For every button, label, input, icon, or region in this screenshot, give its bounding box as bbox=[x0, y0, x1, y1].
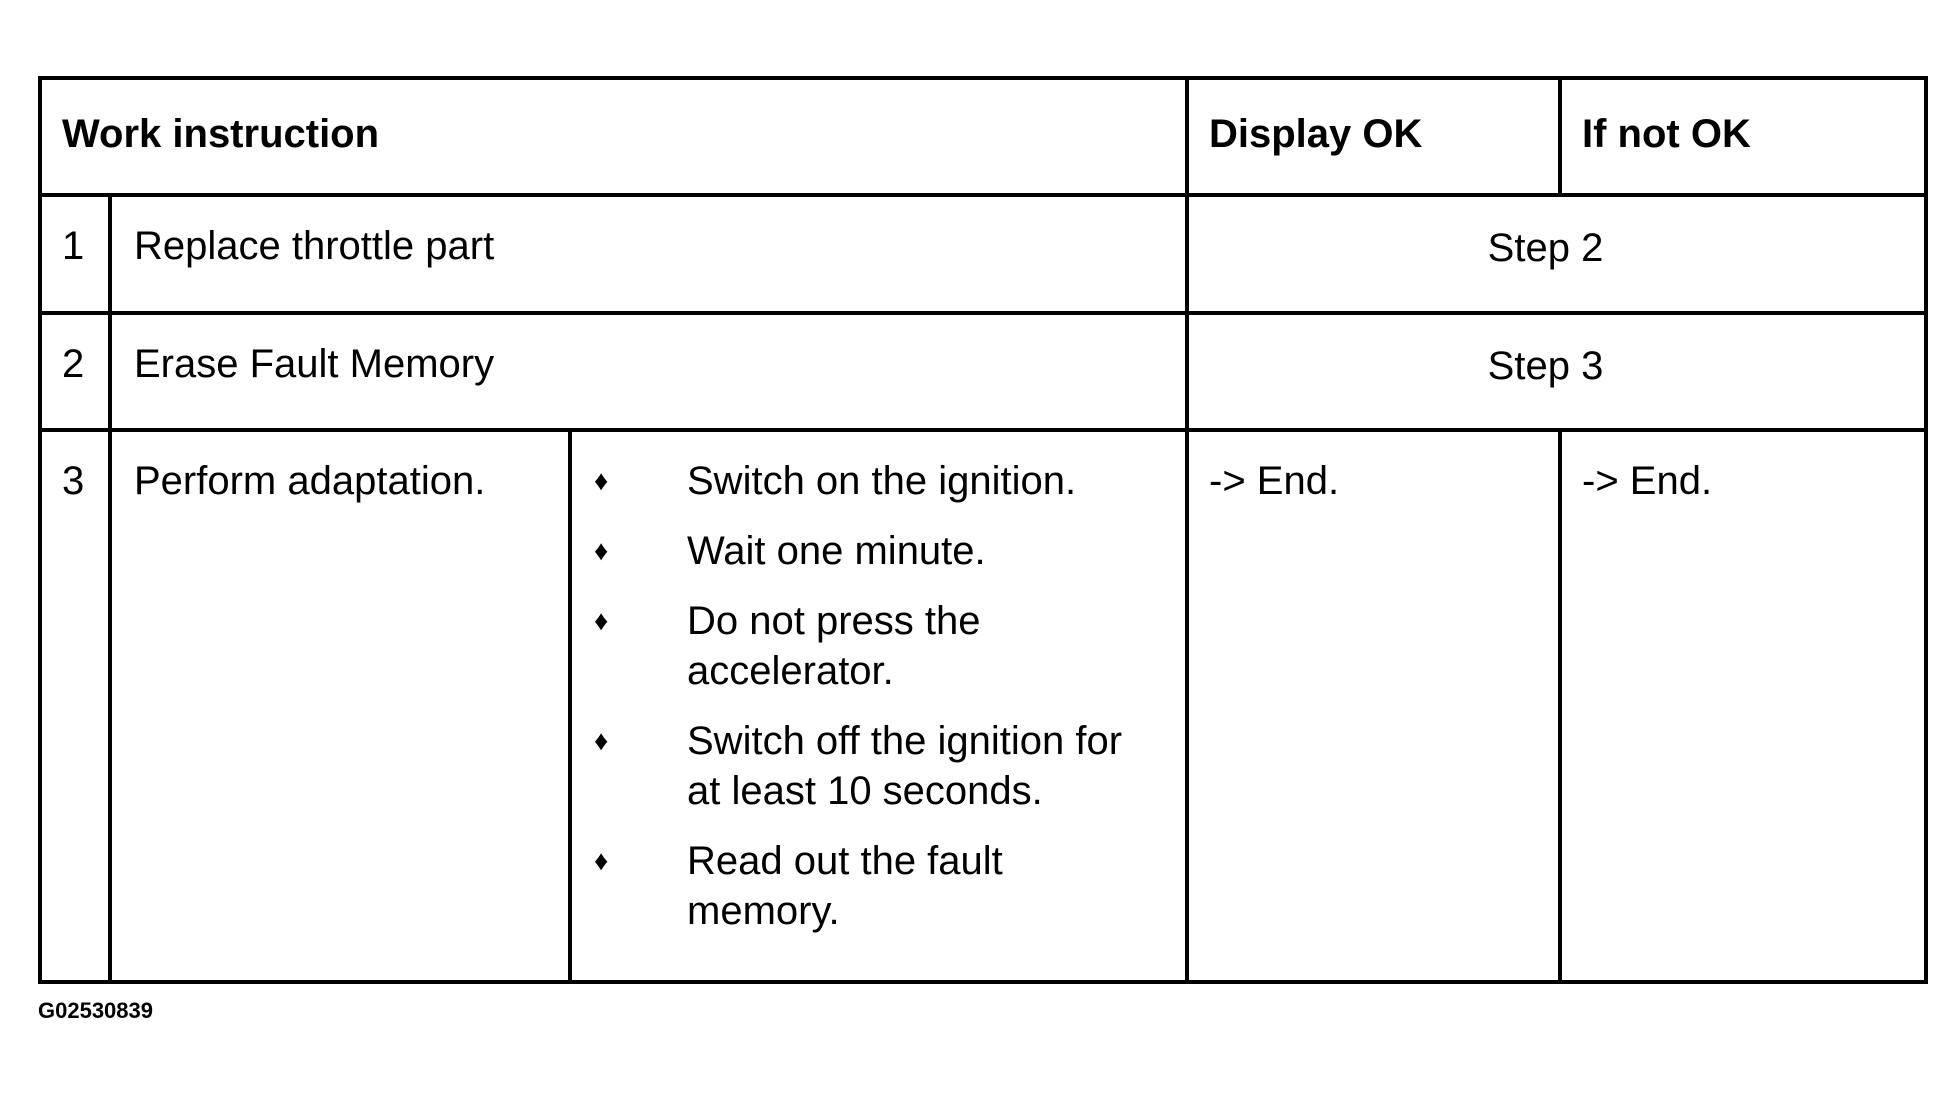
step-instruction: Erase Fault Memory bbox=[110, 313, 1187, 430]
diamond-bullet-icon: ♦ bbox=[594, 725, 609, 756]
list-item bbox=[572, 716, 1185, 816]
sub-step-text: Switch on the ignition. bbox=[687, 459, 1077, 503]
sub-steps-cell bbox=[570, 430, 1187, 982]
list-item bbox=[572, 836, 1185, 936]
diamond-bullet-icon: ♦ bbox=[594, 465, 609, 496]
sub-step-text: Do not press the accelerator. bbox=[687, 599, 981, 693]
step-result: Step 3 bbox=[1187, 313, 1926, 430]
sub-steps-list bbox=[572, 456, 1185, 936]
step-number: 2 bbox=[40, 313, 110, 430]
sub-step-text: Switch off the ignition for at least 10 seconds. bbox=[687, 719, 1123, 813]
table-row bbox=[40, 195, 1926, 313]
diamond-bullet-icon: ♦ bbox=[594, 605, 609, 636]
step-instruction: Replace throttle part bbox=[110, 195, 1187, 313]
list-item bbox=[572, 526, 1185, 576]
header-work-instruction: Work instruction bbox=[40, 78, 1187, 195]
step-number: 3 bbox=[40, 430, 110, 982]
table-row bbox=[40, 313, 1926, 430]
diamond-bullet-icon: ♦ bbox=[594, 535, 609, 566]
work-instruction-table bbox=[38, 76, 1928, 984]
display-ok-result: -> End. bbox=[1187, 430, 1560, 982]
step-result: Step 2 bbox=[1187, 195, 1926, 313]
header-display-ok: Display OK bbox=[1187, 78, 1560, 195]
figure-id: G02530839 bbox=[38, 998, 153, 1023]
diamond-bullet-icon: ♦ bbox=[594, 845, 609, 876]
list-item bbox=[572, 456, 1185, 506]
if-not-ok-result: -> End. bbox=[1560, 430, 1926, 982]
list-item bbox=[572, 596, 1185, 696]
step-instruction: Perform adaptation. bbox=[110, 430, 570, 982]
header-if-not-ok: If not OK bbox=[1560, 78, 1926, 195]
work-instruction-sheet bbox=[38, 76, 1924, 980]
sub-step-text: Read out the fault memory. bbox=[687, 839, 1003, 933]
table-row bbox=[40, 430, 1926, 982]
table-header-row bbox=[40, 78, 1926, 195]
step-number: 1 bbox=[40, 195, 110, 313]
sub-step-text: Wait one minute. bbox=[687, 529, 986, 573]
